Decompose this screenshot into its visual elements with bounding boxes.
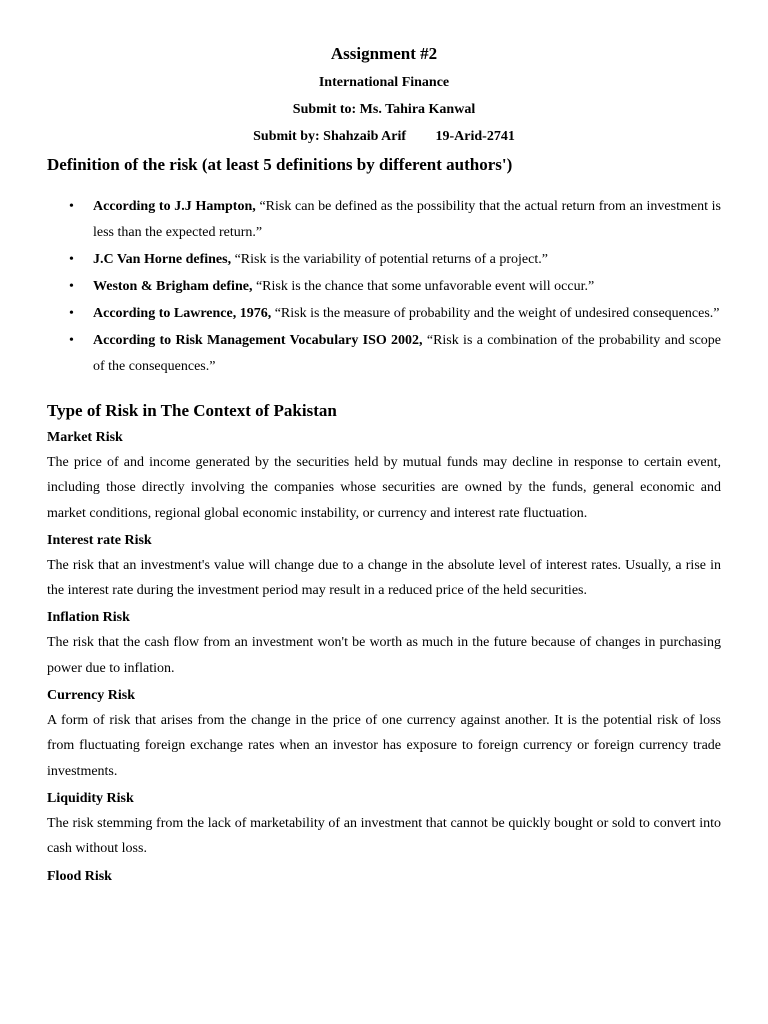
definitions-heading: Definition of the risk (at least 5 definitions by different authors')	[47, 155, 513, 174]
definition-text: “Risk is the variability of potential returns of a project.”	[231, 252, 548, 267]
list-item	[47, 194, 721, 246]
inflation-risk-section	[47, 605, 721, 681]
interest-rate-risk-section	[47, 528, 721, 604]
section-body: The risk that the cash flow from an investment won't be worth as much in the future because of changes in purchasing power due to inflation.	[47, 635, 721, 676]
submit-by-line	[47, 123, 721, 150]
definition-text: “Risk is the measure of probability and the weight of undesired consequences.”	[271, 306, 720, 321]
list-item	[47, 274, 721, 300]
definitions-list	[47, 194, 721, 380]
bullet-icon: •	[69, 199, 74, 214]
definition-author: According to J.J Hampton,	[93, 199, 256, 214]
list-item	[47, 328, 721, 380]
section-body: A form of risk that arises from the change in the price of one currency against another. It is the potential risk of loss from fluctuating foreign exchange rates when an investor has exposure to foreign currency or foreign currency trade investments.	[47, 713, 721, 779]
assignment-title: Assignment #2	[330, 44, 438, 63]
definition-author: According to Lawrence, 1976,	[93, 306, 272, 321]
list-item	[47, 247, 721, 273]
bullet-icon: •	[69, 333, 74, 348]
bullet-icon: •	[69, 279, 74, 294]
risk-types-heading: Type of Risk in The Context of Pakistan	[47, 401, 337, 420]
definition-author: Weston & Brigham define,	[93, 279, 253, 294]
definition-text: “Risk can be defined as the possibility that the actual return from an investment is less than the expected return.”	[93, 199, 721, 240]
section-body: The risk stemming from the lack of marketability of an investment that cannot be quickly bought or sold to convert into cash without loss.	[47, 815, 721, 857]
flood-risk-section	[47, 864, 721, 889]
definition-text: “Risk is the chance that some unfavorable event will occur.”	[252, 279, 595, 294]
section-body: The risk that an investment's value will change due to a change in the absolute level of interest rates. Usually, a rise in the interest rate during the investment period may result in a reduced price of the held securities.	[47, 557, 721, 599]
submit-to-line: Submit to: Ms. Tahira Kanwal	[292, 102, 476, 117]
course-name: International Finance	[318, 75, 450, 90]
roll-number: 19-Arid-2741	[435, 129, 515, 144]
section-title: Currency Risk	[47, 688, 136, 704]
section-title: Interest rate Risk	[47, 532, 152, 548]
definition-author: According to Risk Management Vocabulary ISO 2002,	[93, 333, 423, 348]
bullet-icon: •	[69, 252, 74, 267]
liquidity-risk-section	[47, 786, 721, 862]
market-risk-section	[47, 425, 721, 526]
section-title: Flood Risk	[47, 868, 112, 884]
section-title: Market Risk	[47, 430, 123, 445]
submit-by-name: Submit by: Shahzaib Arif	[253, 129, 407, 144]
list-item	[47, 301, 721, 327]
bullet-icon: •	[69, 306, 74, 321]
definition-text: “Risk is a combination of the probability and scope of the consequences.”	[93, 333, 722, 374]
document-page	[47, 40, 721, 889]
section-body: The price of and income generated by the securities held by mutual funds may decline in response to certain event, including those directly involving the companies whose securities are owned by the funds, general economic and market conditions, regional global economic instability, or currency and interest rate fluctuation.	[47, 455, 721, 521]
definition-author: J.C Van Horne defines,	[93, 252, 232, 267]
section-title: Liquidity Risk	[47, 790, 134, 806]
currency-risk-section	[47, 683, 721, 784]
section-title: Inflation Risk	[47, 610, 130, 626]
